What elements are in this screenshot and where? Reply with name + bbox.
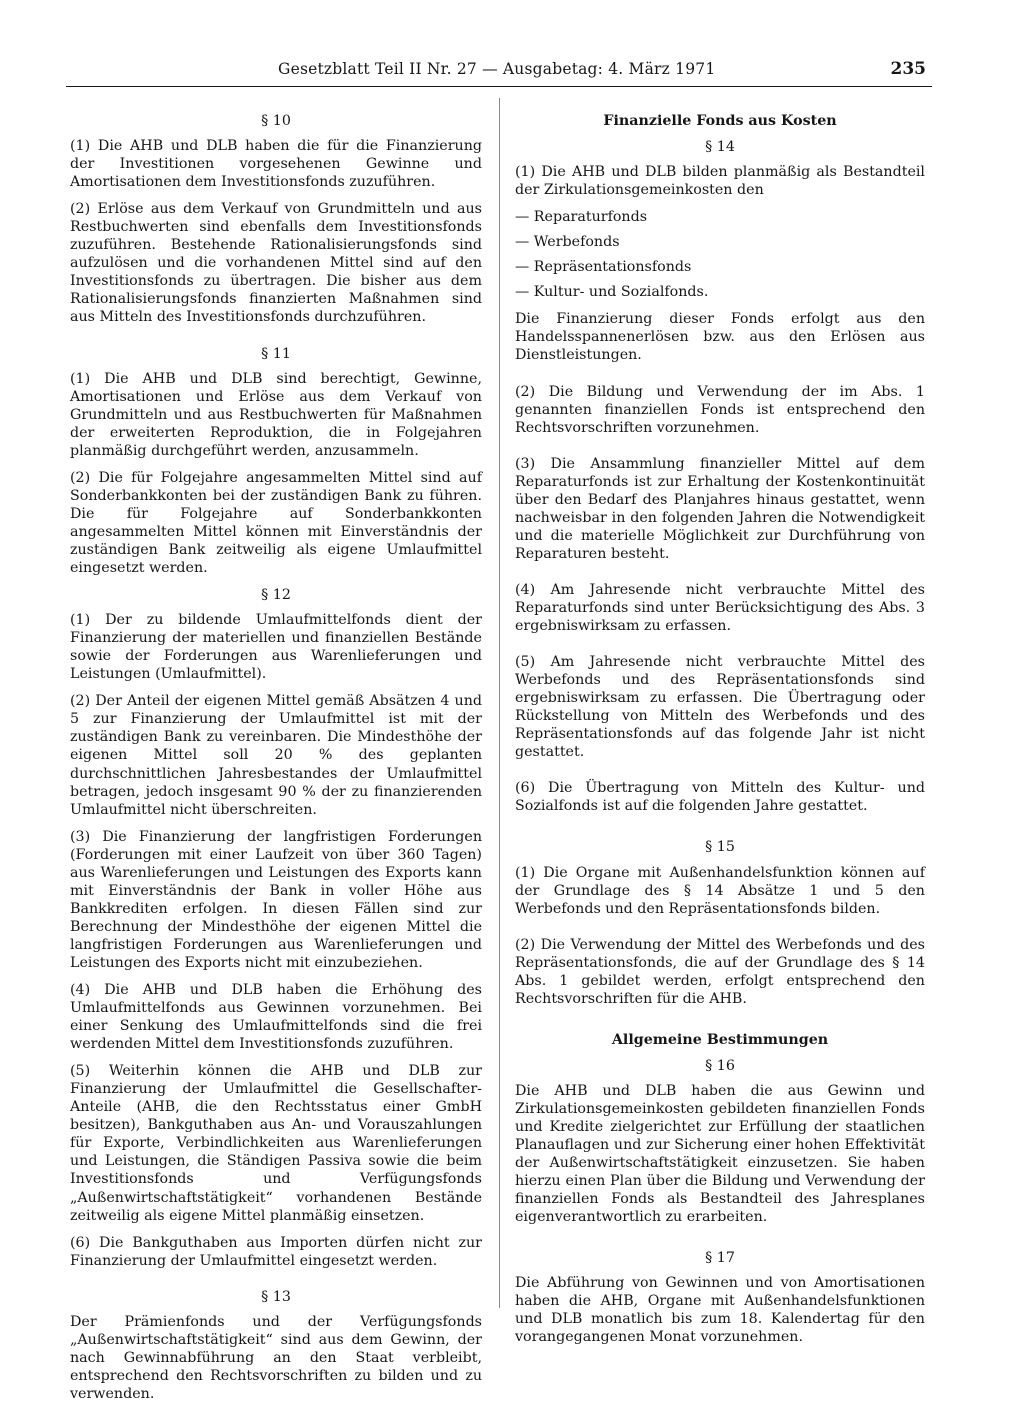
- paragraph: (5) Weiterhin können die AHB und DLB zur Finanzierung der Umlaufmittel die Gesellschafter-Anteile (AHB, die den Rechtsstatus einer GmbH besitzen), Bankguthaben aus An- und Vorauszahlungen für Exporte, Verbindlichkeiten aus Warenlieferungen und Leistungen, die Ständigen Passiva sowie die beim Investitionsfonds und Verfügungsfonds „Außenwirtschaftstätigkeit“ vorhandenen Bestände zeitweilig als eigene Mittel planmäßig einsetzen.: [70, 1063, 482, 1224]
- paragraph: (3) Die Finanzierung der langfristigen Forderungen (Forderungen mit einer Laufzeit von über 360 Tagen) aus Warenlieferungen und Leistungen des Exports kann mit Einverständnis der Bank in voller Höhe aus Bankkrediten erfolgen. In diesen Fällen sind zur Berechnung der Mindesthöhe der eigenen Mittel die langfristigen Forderungen aus Warenlieferungen und Leistungen des Exports nicht mit einzubeziehen.: [70, 828, 482, 971]
- paragraph: (4) Die AHB und DLB haben die Erhöhung des Umlaufmittelfonds aus Gewinnen vorzunehmen. Bei einer Senkung des Umlaufmittelfonds sind die frei werdenden Mittel dem Investitionsfonds zuzuführen.: [70, 982, 482, 1053]
- paragraph: (2) Die Verwendung der Mittel des Werbefonds und des Repräsentationsfonds, die auf der Grundlage des § 14 Abs. 1 gebildet werden, erfolgt entsprechend den Rechtsvorschriften für die AHB.: [515, 936, 925, 1007]
- paragraph: (1) Die AHB und DLB bilden planmäßig als Bestandteil der Zirkulationsgemeinkosten den: [515, 164, 925, 199]
- fund-list: [515, 208, 925, 301]
- section-title: § 17: [705, 1250, 735, 1267]
- paragraph: (2) Die für Folgejahre angesammelten Mittel sind auf Sonderbankkonten bei der zuständigen Bank zu führen. Die für Folgejahre auf Sonderbankkonten angesammelten Mittel können mit Einverständnis der zuständigen Bank zeitweilig als eigene Umlaufmittel eingesetzt werden.: [70, 469, 482, 577]
- paragraph: (1) Die AHB und DLB haben die für die Finanzierung der Investitionen vorgesehenen Gewinne und Amortisationen dem Investitionsfonds zuzuführen.: [70, 138, 482, 191]
- paragraph: Die Finanzierung dieser Fonds erfolgt aus den Handelsspannenerlösen bzw. aus den Erlösen aus Dienstleistungen.: [515, 311, 925, 364]
- section-title: § 10: [261, 113, 291, 129]
- right-column: [515, 112, 925, 1356]
- paragraph: (2) Der Anteil der eigenen Mittel gemäß Absätzen 4 und 5 zur Finanzierung der Umlaufmittel ist mit der zuständigen Bank zu vereinbaren. Die Mindesthöhe der eigenen Mittel soll 20 % des geplanten durchschnittlichen Jahresbestandes der Umlaufmittel betragen, jedoch insgesamt 90 % der zu finanzierenden Umlaufmittel nicht überschreiten.: [70, 693, 482, 818]
- paragraph: (1) Der zu bildende Umlaufmittelfonds dient der Finanzierung der materiellen und finanziellen Bestände sowie der Forderungen aus Warenlieferungen und Leistungen (Umlaufmittel).: [70, 612, 482, 683]
- section-title: § 16: [705, 1057, 735, 1074]
- spacer: [515, 824, 925, 838]
- list-item: — Repräsentationsfonds: [515, 259, 692, 276]
- paragraph: Die Abführung von Gewinnen und von Amortisationen haben die AHB, Organe mit Außenhandelsfunktionen und DLB monatlich bis zum 18. Kalendertag für den vorangegangenen Monat vorzunehmen.: [515, 1275, 925, 1346]
- list-item: — Reparaturfonds: [515, 209, 648, 226]
- section-title: § 13: [261, 1288, 291, 1305]
- list-item: — Werbefonds: [515, 234, 620, 251]
- paragraph: (1) Die AHB und DLB sind berechtigt, Gewinne, Amortisationen und Erlöse aus dem Verkauf von Grundmitteln und aus Restbuchwerten für Maßnahmen der erweiterten Reproduktion, die in Folgejahren planmäßig durchgeführt werden, anzusammeln.: [70, 370, 482, 459]
- paragraph: (6) Die Bankguthaben aus Importen dürfen nicht zur Finanzierung der Umlaufmittel eingesetzt werden.: [70, 1234, 482, 1269]
- left-column: [70, 112, 482, 1412]
- section-heading: Allgemeine Bestimmungen: [611, 1031, 829, 1048]
- section-title: § 14: [705, 139, 735, 156]
- spacer: [515, 1017, 925, 1031]
- header-title: Gesetzblatt Teil II Nr. 27 — Ausgabetag: 4. März 1971: [278, 60, 716, 78]
- list-item: — Kultur- und Sozialfonds.: [515, 284, 709, 301]
- column-divider: [499, 98, 500, 1308]
- paragraph: (2) Erlöse aus dem Verkauf von Grundmitteln und aus Restbuchwerten sind ebenfalls dem Investitionsfonds zuzuführen. Bestehende Rationalisierungsfonds sind aufzulösen und die vorhandenen Mittel sind auf den Investitionsfonds zu übertragen. Die bisher aus dem Rationalisierungsfonds finanzierten Maßnahmen sind aus Mitteln des Investitionsfonds durchzuführen.: [70, 201, 482, 326]
- section-title: § 11: [261, 345, 291, 362]
- paragraph: (6) Die Übertragung von Mitteln des Kultur- und Sozialfonds ist auf die folgenden Jahre gestattet.: [515, 780, 925, 815]
- paragraph: Der Prämienfonds und der Verfügungsfonds „Außenwirtschaftstätigkeit“ sind aus dem Gewinn, der nach Gewinnabführung an den Staat verbleibt, entsprechend den Rechtsvorschriften zu bilden und zu verwenden.: [70, 1313, 482, 1402]
- section-heading: Finanzielle Fonds aus Kosten: [603, 113, 837, 129]
- paragraph: (2) Die Bildung und Verwendung der im Abs. 1 genannten finanziellen Fonds ist entsprechend den Rechtsvorschriften vorzunehmen.: [515, 383, 925, 436]
- page-header: [66, 58, 932, 87]
- section-title: § 12: [261, 587, 291, 604]
- paragraph: (5) Am Jahresende nicht verbrauchte Mittel des Werbefonds und des Repräsentationsfonds sind ergebniswirksam zu erfassen. Die Übertragung oder Rückstellung von Mitteln des Werbefonds und des Repräsentationsfonds auf das folgende Jahr ist nicht gestattet.: [515, 654, 925, 761]
- paragraph: (3) Die Ansammlung finanzieller Mittel auf dem Reparaturfonds ist zur Erhaltung der Kostenkontinuität über den Bedarf des Planjahres hinaus gestattet, wenn nachweisbar in den folgenden Jahren die Notwendigkeit und die materielle Möglichkeit zur Durchführung von Reparaturen besteht.: [515, 455, 925, 562]
- paragraph: (1) Die Organe mit Außenhandelsfunktion können auf der Grundlage des § 14 Absätze 1 und 5 den Werbefonds und den Repräsentationsfonds bilden.: [515, 864, 925, 917]
- page-number: 235: [890, 59, 926, 79]
- paragraph: Die AHB und DLB haben die aus Gewinn und Zirkulationsgemeinkosten gebildeten finanziellen Fonds und Kredite zielgerichtet zur Erfüllung der staatlichen Planauflagen und zur Sicherung einer hohen Effektivität der Außenwirtschaftstätigkeit einzusetzen. Sie haben hierzu einen Plan über die Bildung und Verwendung der finanziellen Fonds als Bestandteil des Jahresplanes eigenverantwortlich zu erarbeiten.: [515, 1082, 925, 1226]
- section-title: § 15: [705, 839, 735, 856]
- paragraph: (4) Am Jahresende nicht verbrauchte Mittel des Reparaturfonds sind unter Berücksichtigung des Abs. 3 ergebniswirksam zu erfassen.: [515, 581, 925, 635]
- spacer: [515, 1235, 925, 1249]
